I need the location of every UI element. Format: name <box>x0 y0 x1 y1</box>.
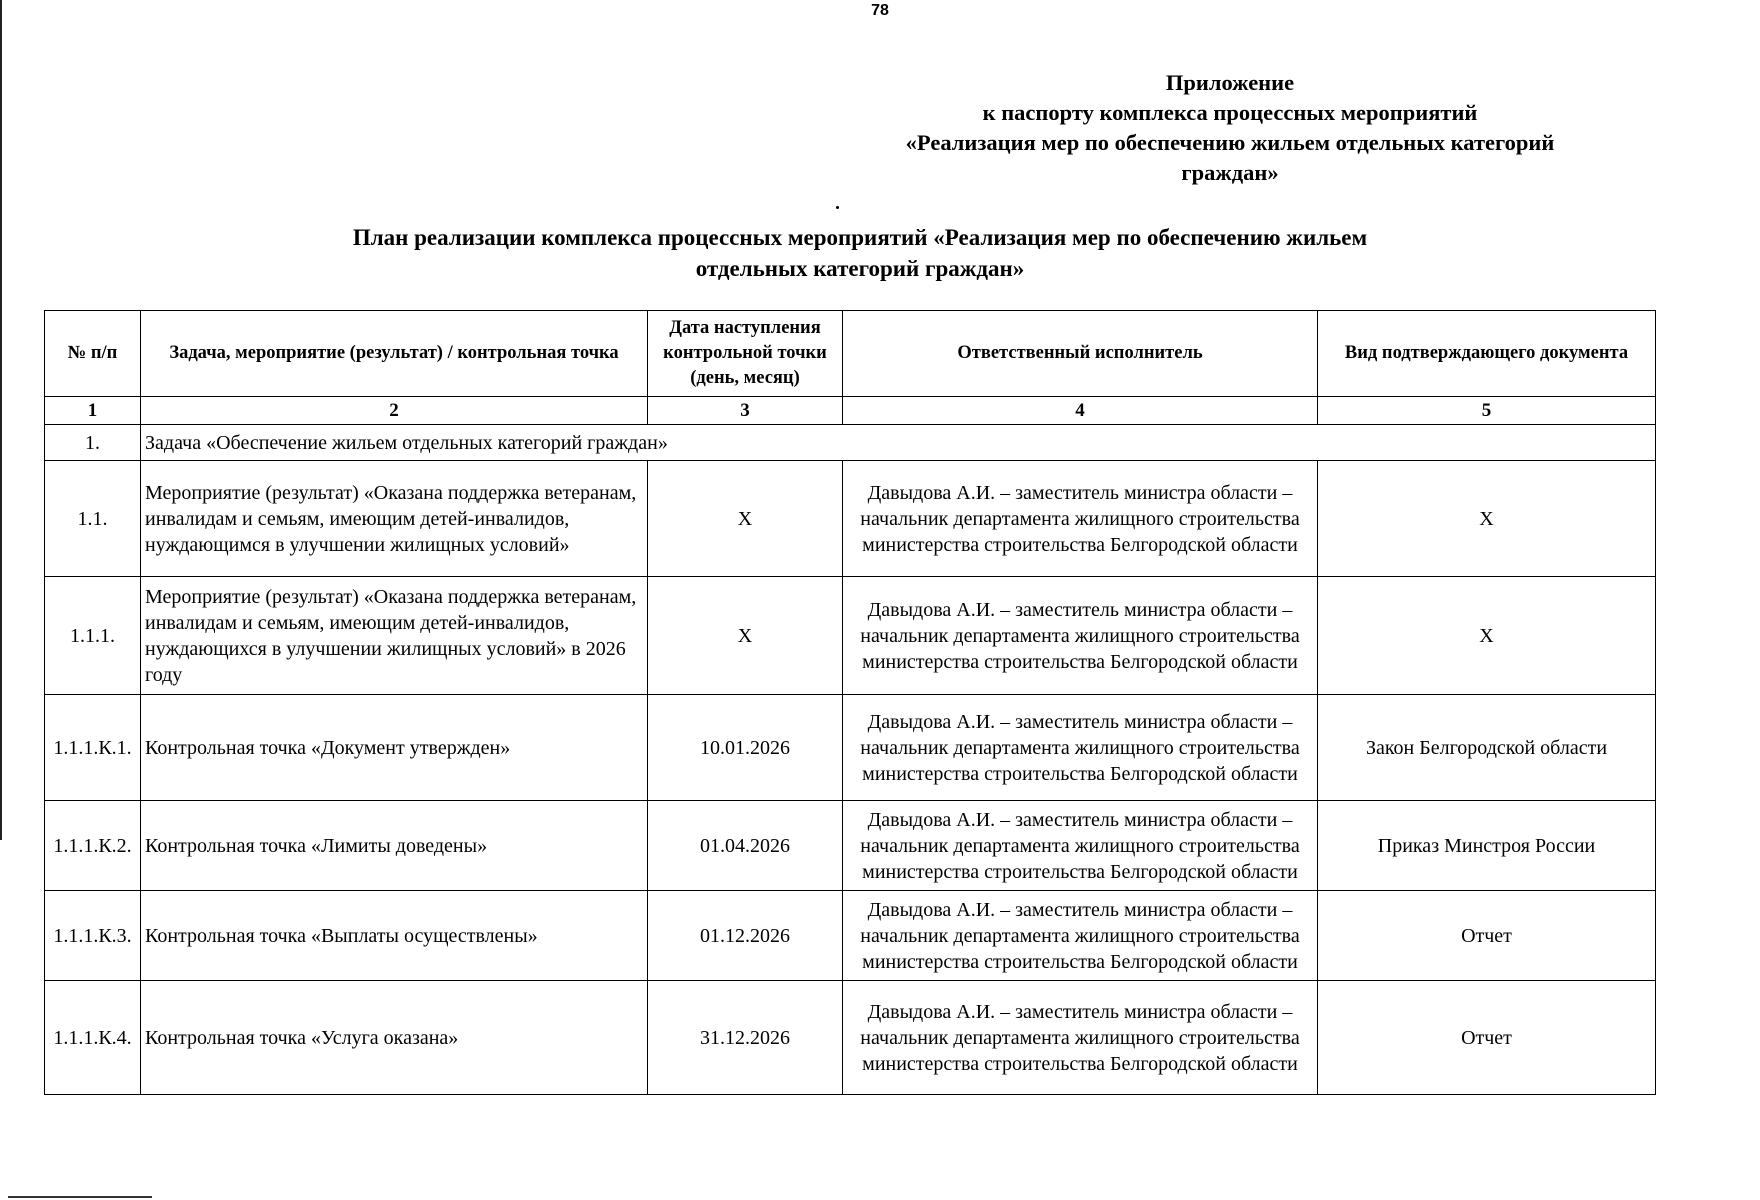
plan-table <box>44 310 1656 1095</box>
column-number: 1 <box>45 397 141 425</box>
row-document: Отчет <box>1318 891 1656 981</box>
row-num: 1.1.1.К.3. <box>45 891 141 981</box>
header-num: № п/п <box>45 311 141 397</box>
row-responsible: Давыдова А.И. – заместитель министра области – начальник департамента жилищного строительства министерства строительства Белгородской области <box>843 577 1318 695</box>
row-responsible: Давыдова А.И. – заместитель министра области – начальник департамента жилищного строительства министерства строительства Белгородской области <box>843 891 1318 981</box>
row-date: 10.01.2026 <box>648 695 843 801</box>
task-row <box>45 425 1656 461</box>
table-row <box>45 461 1656 577</box>
column-number: 2 <box>141 397 648 425</box>
table-row <box>45 695 1656 801</box>
column-number: 4 <box>843 397 1318 425</box>
column-number: 3 <box>648 397 843 425</box>
row-responsible: Давыдова А.И. – заместитель министра области – начальник департамента жилищного строительства министерства строительства Белгородской области <box>843 981 1318 1095</box>
row-num: 1.1.1.К.1. <box>45 695 141 801</box>
table-row <box>45 891 1656 981</box>
table-row <box>45 981 1656 1095</box>
row-num: 1.1.1. <box>45 577 141 695</box>
row-date: X <box>648 577 843 695</box>
row-date: 31.12.2026 <box>648 981 843 1095</box>
row-num: 1.1.1.К.2. <box>45 801 141 891</box>
row-document: Отчет <box>1318 981 1656 1095</box>
document-title <box>260 222 1460 284</box>
row-task: Контрольная точка «Услуга оказана» <box>141 981 648 1095</box>
document-title-line-2: отдельных категорий граждан» <box>695 256 1025 281</box>
task-text: Задача «Обеспечение жильем отдельных категорий граждан» <box>141 425 1656 461</box>
table-row <box>45 577 1656 695</box>
page-number: 78 <box>871 2 889 19</box>
column-number: 5 <box>1318 397 1656 425</box>
row-responsible: Давыдова А.И. – заместитель министра области – начальник департамента жилищного строительства министерства строительства Белгородской области <box>843 801 1318 891</box>
appendix-line-4: граждан» <box>1181 160 1279 185</box>
row-task: Мероприятие (результат) «Оказана поддержка ветеранам, инвалидам и семьям, имеющим детей-инвалидов, нуждающихся в улучшении жилищных условий» в 2026 году <box>141 577 648 695</box>
row-date: 01.12.2026 <box>648 891 843 981</box>
row-responsible: Давыдова А.И. – заместитель министра области – начальник департамента жилищного строительства министерства строительства Белгородской области <box>843 695 1318 801</box>
row-num: 1.1. <box>45 461 141 577</box>
row-responsible: Давыдова А.И. – заместитель министра области – начальник департамента жилищного строительства министерства строительства Белгородской области <box>843 461 1318 577</box>
row-document: X <box>1318 461 1656 577</box>
row-num: 1.1.1.К.4. <box>45 981 141 1095</box>
row-task: Мероприятие (результат) «Оказана поддержка ветеранам, инвалидам и семьям, имеющим детей-инвалидов, нуждающимся в улучшении жилищных условий» <box>141 461 648 577</box>
table-row <box>45 801 1656 891</box>
document-title-line-1: План реализации комплекса процессных мероприятий «Реализация мер по обеспечению жильем <box>352 225 1368 250</box>
row-document: X <box>1318 577 1656 695</box>
row-document: Закон Белгородской области <box>1318 695 1656 801</box>
appendix-line-1: Приложение <box>1165 70 1295 95</box>
appendix-line-2: к паспорту комплекса процессных мероприятий <box>982 100 1478 125</box>
row-document: Приказ Минстроя России <box>1318 801 1656 891</box>
scan-edge-line <box>0 0 2 840</box>
task-num: 1. <box>45 425 141 461</box>
footnote-rule <box>8 1196 152 1198</box>
header-responsible: Ответственный исполнитель <box>843 311 1318 397</box>
appendix-header <box>840 68 1620 188</box>
header-document: Вид подтверждающего документа <box>1318 311 1656 397</box>
table-header-row <box>45 311 1656 397</box>
row-date: 01.04.2026 <box>648 801 843 891</box>
row-date: X <box>648 461 843 577</box>
header-task: Задача, мероприятие (результат) / контрольная точка <box>141 311 648 397</box>
column-number-row <box>45 397 1656 425</box>
scan-dot <box>836 206 839 209</box>
header-date: Дата наступления контрольной точки (день, месяц) <box>648 311 843 397</box>
row-task: Контрольная точка «Документ утвержден» <box>141 695 648 801</box>
appendix-line-3: «Реализация мер по обеспечению жильем отдельных категорий <box>905 130 1555 155</box>
row-task: Контрольная точка «Лимиты доведены» <box>141 801 648 891</box>
row-task: Контрольная точка «Выплаты осуществлены» <box>141 891 648 981</box>
